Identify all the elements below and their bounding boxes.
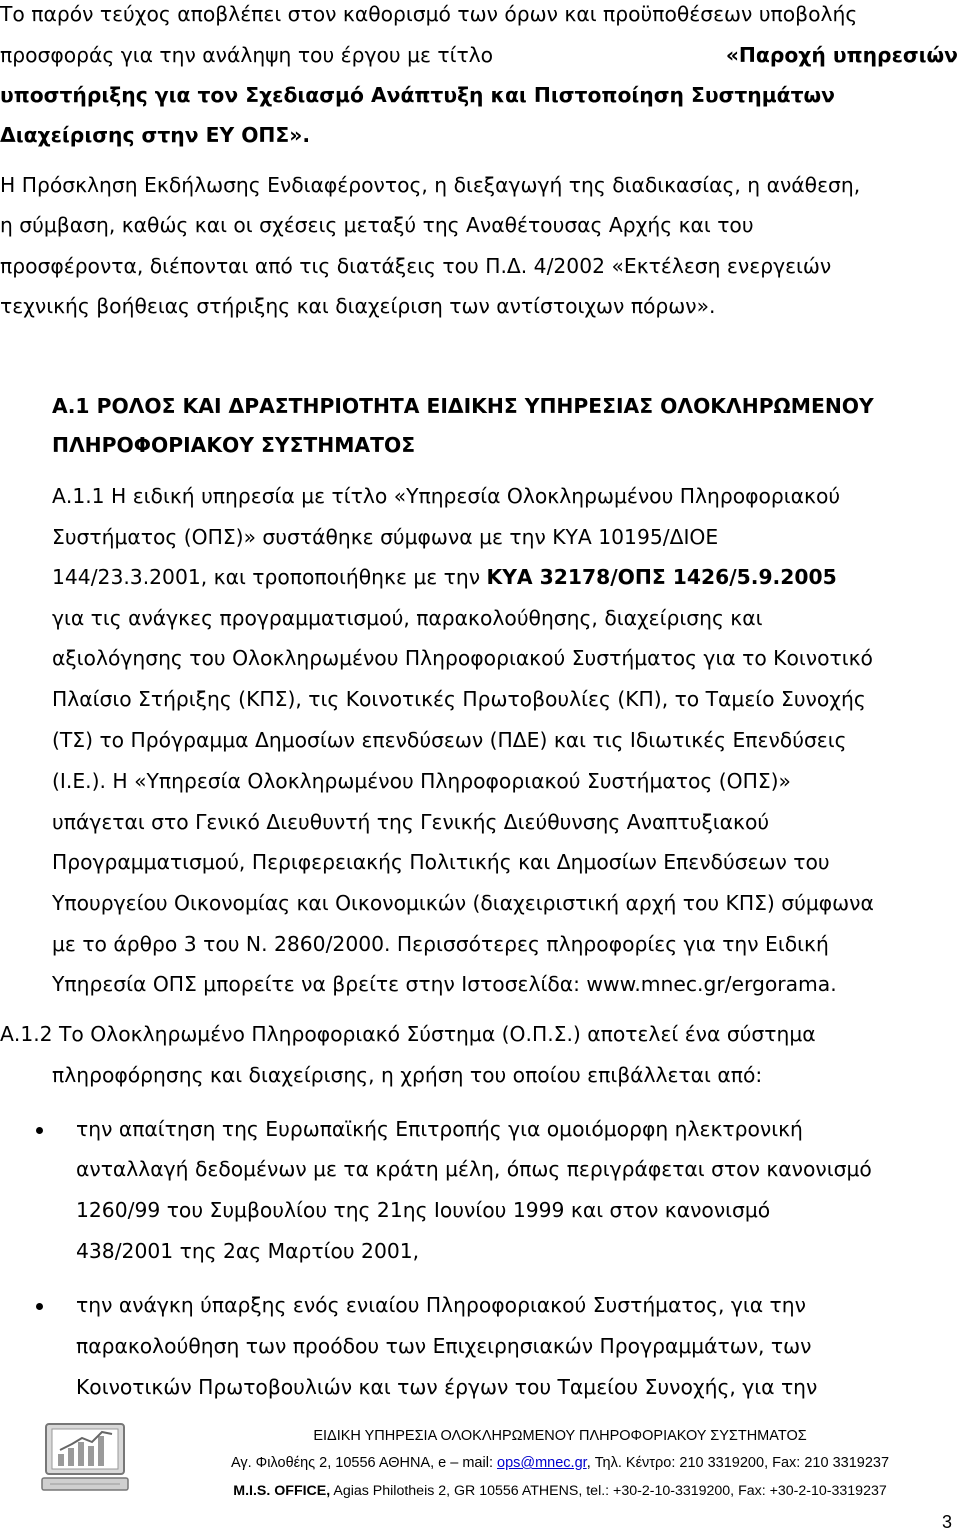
bullet-1-text-2: ανταλλαγή δεδομένων με τα κράτη μέλη, όπως περιγράφεται στον κανονισμό — [76, 1157, 872, 1181]
kya-reference: ΚΥΑ 32178/ΟΠΣ 1426/5.9.2005 — [486, 565, 837, 589]
intro-line-1 — [0, 4, 958, 24]
a11-line-2 — [52, 527, 718, 547]
bullet-1-text-1: την απαίτηση της Ευρωπαϊκής Επιτροπής για ομοιόμορφη ηλεκτρονική — [76, 1117, 803, 1141]
bullet-icon — [36, 1303, 43, 1310]
bullet-2-text-3: Κοινοτικών Πρωτοβουλιών και των έργων του Ταμείου Συνοχής, για την — [76, 1375, 818, 1399]
section-heading-line-1 — [52, 396, 874, 416]
section-heading-line-2 — [52, 435, 415, 455]
page-number: 3 — [941, 1512, 952, 1532]
a12-line-1 — [0, 1024, 816, 1044]
a11-text-5: αξιολόγησης του Ολοκληρωμένου Πληροφοριακού Συστήματος για το Κοινοτικό — [52, 646, 873, 670]
footer-phone-text: , Τηλ. Κέντρο: 210 3319200, Fax: 210 3319237 — [586, 1455, 890, 1471]
a11-line-8 — [52, 771, 791, 791]
a12-text-2: πληροφόρησης και διαχείρισης, η χρήση του οποίου επιβάλλεται από: — [52, 1063, 763, 1087]
a11-line-5 — [52, 648, 873, 668]
bullet-2-text-2: παρακολούθηση των προόδου των Επιχειρησιακών Προγραμμάτων, των — [76, 1334, 812, 1358]
para2-text-2: η σύμβαση, καθώς και οι σχέσεις μεταξύ της Αναθέτουσας Αρχής και του — [0, 213, 754, 237]
bullet-1-line-4 — [76, 1241, 419, 1261]
bullet-2-text-1: την ανάγκη ύπαρξης ενός ενιαίου Πληροφοριακού Συστήματος, για την — [76, 1293, 806, 1317]
footer-office — [160, 1484, 960, 1498]
a11-line-11 — [52, 893, 874, 913]
para2-text-1: Η Πρόσκληση Εκδήλωσης Ενδιαφέροντος, η διεξαγωγή της διαδικασίας, η ανάθεση, — [0, 173, 861, 197]
para2-line-4 — [0, 296, 715, 316]
bullet-1-text-3: 1260/99 του Συμβουλίου της 21ης Ιουνίου 1999 και στον κανονισμό — [76, 1198, 771, 1222]
footer-title-text: ΕΙΔΙΚΗ ΥΠΗΡΕΣΙΑ ΟΛΟΚΛΗΡΩΜΕΝΟΥ ΠΛΗΡΟΦΟΡΙΑΚΟΥ ΣΥΣΤΗΜΑΤΟΣ — [313, 1428, 807, 1444]
intro-text-1: Το παρόν τεύχος αποβλέπει στον καθορισμό των όρων και προϋποθέσεων υποβολής — [0, 2, 858, 26]
a11-line-9 — [52, 812, 769, 832]
intro-line-4 — [0, 125, 310, 145]
intro-line-3 — [0, 85, 958, 105]
project-title-part-3: Διαχείρισης στην ΕΥ ΟΠΣ». — [0, 123, 311, 147]
para2-text-4: τεχνικής βοήθειας στήριξης και διαχείριση των αντίστοιχων πόρων». — [0, 294, 716, 318]
a11-text-1: Α.1.1 Η ειδική υπηρεσία με τίτλο «Υπηρεσία Ολοκληρωμένου Πληροφοριακού — [52, 484, 841, 508]
a11-text-3: 144/23.3.2001, και τροποποιήθηκε με την — [52, 565, 487, 589]
project-title-part-2: υποστήριξης για τον Σχεδιασμό Ανάπτυξη και Πιστοποίηση Συστημάτων — [0, 83, 835, 107]
footer-email-link[interactable]: ops@mnec.gr — [497, 1455, 587, 1471]
a11-line-1 — [52, 486, 840, 506]
bullet-1-line-3 — [76, 1200, 770, 1220]
bullet-1-line-1 — [76, 1119, 803, 1139]
footer-office-details: Agias Philotheis 2, GR 10556 ATHENS, tel.: +30-2-10-3319200, Fax: +30-2-10-3319237 — [330, 1483, 887, 1499]
a11-line-4 — [52, 608, 762, 628]
a11-text-9: υπάγεται στο Γενικό Διευθυντή της Γενικής Διεύθυνσης Αναπτυξιακού — [52, 810, 770, 834]
bullet-1-line-2 — [76, 1159, 872, 1179]
project-title-part-1: «Παροχή υπηρεσιών — [725, 43, 958, 67]
a12-text-1: Α.1.2 Το Ολοκληρωμένο Πληροφοριακό Σύστημα (Ο.Π.Σ.) αποτελεί ένα σύστημα — [0, 1022, 816, 1046]
section-heading-text-2: ΠΛΗΡΟΦΟΡΙΑΚΟΥ ΣΥΣΤΗΜΑΤΟΣ — [52, 433, 416, 457]
para2-line-1 — [0, 175, 860, 195]
footer-office-name: M.I.S. OFFICE, — [233, 1483, 331, 1499]
a11-text-7: (ΤΣ) το Πρόγραμμα Δημοσίων επενδύσεων (ΠΔΕ) και τις Ιδιωτικές Επενδύσεις — [52, 728, 847, 752]
a12-line-2 — [52, 1065, 762, 1085]
section-heading-text-1: Α.1 ΡΟΛΟΣ ΚΑΙ ΔΡΑΣΤΗΡΙΟΤΗΤΑ ΕΙΔΙΚΗΣ ΥΠΗΡΕΣΙΑΣ ΟΛΟΚΛΗΡΩΜΕΝΟΥ — [52, 394, 874, 418]
a11-line-7 — [52, 730, 847, 750]
a11-line-12 — [52, 934, 829, 954]
a11-text-4: για τις ανάγκες προγραμματισμού, παρακολούθησης, διαχείρισης και — [52, 606, 763, 630]
a11-text-6: Πλαίσιο Στήριξης (ΚΠΣ), τις Κοινοτικές Πρωτοβουλίες (ΚΠ), το Ταμείο Συνοχής — [52, 687, 866, 711]
a11-text-12: με το άρθρο 3 του Ν. 2860/2000. Περισσότερες πληροφορίες για την Ειδική — [52, 932, 829, 956]
a11-text-13: Υπηρεσία ΟΠΣ μπορείτε να βρείτε στην Ιστοσελίδα: www.mnec.gr/ergorama. — [52, 972, 837, 996]
bullet-1-text-4: 438/2001 της 2ας Μαρτίου 2001, — [76, 1239, 420, 1263]
footer-title — [160, 1429, 960, 1444]
a11-line-13 — [52, 974, 837, 994]
footer-address-text: Αγ. Φιλοθέης 2, 10556 ΑΘΗΝΑ, e – mail: — [230, 1455, 497, 1471]
bullet-icon — [36, 1127, 43, 1134]
footer-address — [160, 1456, 960, 1471]
para2-text-3: προσφέροντα, διέπονται από τις διατάξεις του Π.Δ. 4/2002 «Εκτέλεση ενεργειών — [0, 254, 832, 278]
a11-text-10: Προγραμματισμού, Περιφερειακής Πολιτικής και Δημοσίων Επενδύσεων του — [52, 850, 830, 874]
para2-line-2 — [0, 215, 754, 235]
a11-text-11: Υπουργείου Οικονομίας και Οικονομικών (διαχειριστική αρχή του ΚΠΣ) σύμφωνα — [52, 891, 874, 915]
a11-line-6 — [52, 689, 866, 709]
bullet-2-line-1 — [76, 1295, 806, 1315]
a11-text-8: (Ι.Ε.). Η «Υπηρεσία Ολοκληρωμένου Πληροφοριακού Συστήματος (ΟΠΣ)» — [52, 769, 791, 793]
a11-line-10 — [52, 852, 830, 872]
a11-line-3 — [52, 567, 837, 587]
intro-line-2 — [0, 45, 958, 65]
para2-line-3 — [0, 256, 831, 276]
bullet-2-line-3 — [76, 1377, 817, 1397]
intro-text-2: προσφοράς για την ανάληψη του έργου με τίτλο — [0, 43, 494, 67]
computer-chart-logo-icon — [40, 1420, 130, 1496]
a11-text-2: Συστήματος (ΟΠΣ)» συστάθηκε σύμφωνα με την ΚΥΑ 10195/ΔΙΟΕ — [52, 525, 719, 549]
bullet-2-line-2 — [76, 1336, 811, 1356]
